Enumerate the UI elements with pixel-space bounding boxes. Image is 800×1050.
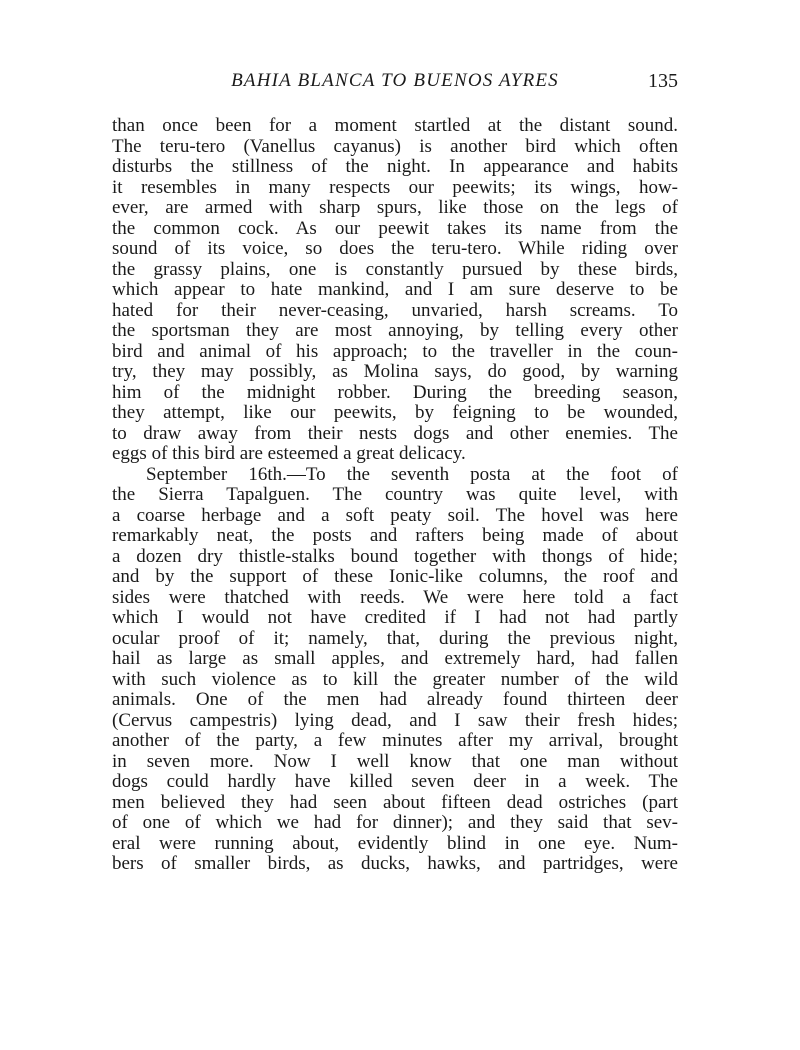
paragraph-2 (112, 465, 678, 875)
text-line: sides were thatched with reeds. We were here told a fact (112, 587, 678, 608)
text-line: eral were running about, evidently blind in one eye. Num- (112, 833, 678, 854)
text-line: and by the support of these Ionic-like columns, the roof and (112, 567, 678, 587)
text-line: remarkably neat, the posts and rafters being made of about (112, 526, 678, 546)
text-line: which I would not have credited if I had not had partly (112, 608, 678, 628)
body-text (112, 116, 678, 875)
text-line: the grassy plains, one is constantly pursued by these birds, (112, 259, 678, 280)
text-line: bird and animal of his approach; to the traveller in the coun- (112, 341, 678, 362)
text-line: the sportsman they are most annoying, by telling every other (112, 321, 678, 341)
text-line: dogs could hardly have killed seven deer in a week. The (112, 772, 678, 792)
paragraph-1 (112, 116, 678, 465)
text-line: they attempt, like our peewits, by feigning to be wounded, (112, 403, 678, 423)
text-line: to draw away from their nests dogs and other enemies. The (112, 423, 678, 444)
text-line: (Cervus campestris) lying dead, and I saw their fresh hides; (112, 710, 678, 731)
text-line: the Sierra Tapalguen. The country was quite level, with (112, 485, 678, 505)
running-title: BAHIA BLANCA TO BUENOS AYRES (231, 70, 559, 91)
text-line: bers of smaller birds, as ducks, hawks, and partridges, were (112, 854, 678, 874)
text-line: disturbs the stillness of the night. In appearance and habits (112, 157, 678, 177)
text-line: which appear to hate mankind, and I am sure deserve to be (112, 280, 678, 300)
text-line: than once been for a moment startled at the distant sound. (112, 116, 678, 136)
text-line: hated for their never-ceasing, unvaried, harsh screams. To (112, 300, 678, 321)
text-line: it resembles in many respects our peewits; its wings, how- (112, 177, 678, 198)
text-line: The teru-tero (Vanellus cayanus) is another bird which often (112, 136, 678, 157)
text-line: in seven more. Now I well know that one man without (112, 751, 678, 772)
text-line: animals. One of the men had already found thirteen deer (112, 690, 678, 710)
text-line: a coarse herbage and a soft peaty soil. The hovel was here (112, 505, 678, 526)
text-line: the common cock. As our peewit takes its name from the (112, 218, 678, 239)
text-line: ocular proof of it; namely, that, during the previous night, (112, 628, 678, 649)
text-line: men believed they had seen about fifteen dead ostriches (part (112, 792, 678, 813)
text-line: another of the party, a few minutes after my arrival, brought (112, 731, 678, 751)
text-line: eggs of this bird are esteemed a great delicacy. (112, 444, 466, 464)
text-line: hail as large as small apples, and extremely hard, had fallen (112, 649, 678, 669)
running-head (112, 70, 678, 100)
text-line: him of the midnight robber. During the breeding season, (112, 382, 678, 403)
text-line: sound of its voice, so does the teru-tero. While riding over (112, 239, 678, 259)
text-line: try, they may possibly, as Molina says, do good, by warning (112, 362, 678, 382)
text-line: with such violence as to kill the greater number of the wild (112, 669, 678, 690)
text-line: a dozen dry thistle-stalks bound together with thongs of hide; (112, 546, 678, 567)
text-line: September 16th.—To the seventh posta at the foot of (146, 464, 678, 485)
text-line: of one of which we had for dinner); and they said that sev- (112, 813, 678, 833)
text-line: ever, are armed with sharp spurs, like those on the legs of (112, 198, 678, 218)
page-number: 135 (648, 70, 678, 92)
